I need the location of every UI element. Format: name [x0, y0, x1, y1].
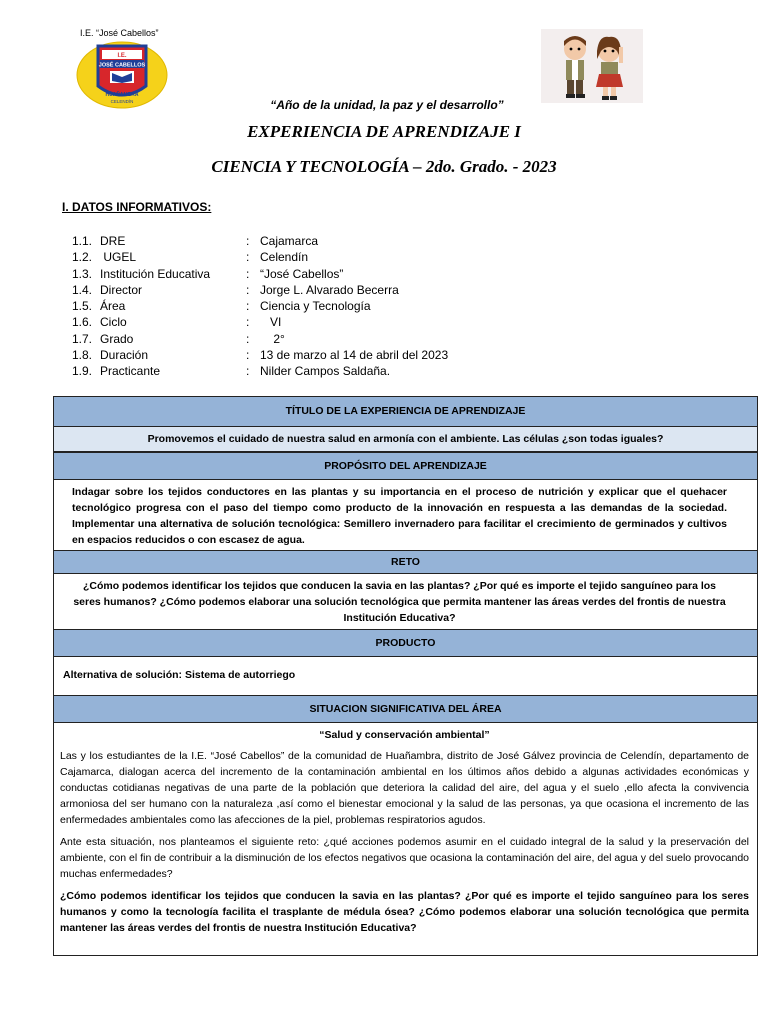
kids-illustration	[541, 29, 643, 103]
titulo-text: Promovemos el cuidado de nuestra salud en armonía con el ambiente. Las células ¿son todas iguales?	[54, 427, 757, 452]
situacion-title: “Salud y conservación ambiental”	[319, 729, 490, 741]
situacion-paragraph-2: Ante esta situación, nos planteamos el siguiente reto: ¿qué acciones podemos asumir en el cuidado integral de la salud y la preservación del ambiente, con el fin de contribuir a la disminución de los efectos negativos que ocasiona la contaminación del aire, del agua y del suelo provocando muchas enfermedades?	[60, 836, 749, 880]
titulo-header: TÍTULO DE LA EXPERIENCIA DE APRENDIZAJE	[54, 397, 757, 427]
info-row: 1.7. Grado : 2°	[72, 331, 285, 346]
producto-text: Alternativa de solución: Sistema de autorriego	[63, 669, 296, 681]
svg-text:JOSÉ CABELLOS: JOSÉ CABELLOS	[98, 62, 146, 69]
proposito-text: Indagar sobre los tejidos conductores en las plantas y su importancia en el proceso de nutrición y explicar que el quehacer tecnológico progresa con el paso del tiempo como producto de la innovación en respuesta a las demandas de la sociedad. Implementar una alternativa de solución tecnológica: Semillero invernadero para facilitar el crecimiento de germinados y cultivos en espacios reducidos o con escasez de agua.	[72, 486, 727, 546]
situacion-header: SITUACION SIGNIFICATIVA DEL ÁREA	[54, 695, 757, 723]
svg-text:HUAÑAMBRA: HUAÑAMBRA	[105, 92, 139, 98]
producto-header: PRODUCTO	[54, 629, 757, 657]
info-row: 1.9. Practicante : Nilder Campos Saldaña.	[72, 364, 391, 379]
reto-header: RETO	[54, 550, 757, 574]
document-title: EXPERIENCIA DE APRENDIZAJE I	[247, 122, 521, 141]
experience-table	[53, 396, 758, 956]
info-row: 1.1. DRE : Cajamarca	[72, 234, 319, 248]
year-motto: “Año de la unidad, la paz y el desarrollo”	[270, 98, 504, 112]
svg-text:CELENDÍN: CELENDÍN	[110, 99, 134, 104]
school-label: I.E. “José Cabellos”	[80, 28, 159, 38]
situacion-paragraph-3: ¿Cómo podemos identificar los tejidos que conducen la savia en las plantas? ¿Por qué es importe el tejido sanguíneo para los seres humanos y como la tecnología facilita el trasplante de médula ósea? ¿Cómo podemos elaborar una solución tecnológica que permita mantener las áreas verdes del frontis de nuestra Institución Educativa?	[60, 890, 749, 934]
situacion-paragraph-1: Las y los estudiantes de la I.E. “José Cabellos” de la comunidad de Huañambra, distrito de José Gálvez provincia de Celendín, departamento de Cajamarca, dialogan acerca del incremento de la contaminación ambiental en los últimos años debido a algunas actividades económicas y conductas cotidianas negativas de una parte de la población que deteriora la calidad del aire, del agua y el suelo ,ello afecta la convivencia armoniosa del ser humano con la naturaleza ,así como el bienestar emocional y la salud de las personas, ya que ocasiona el incremento de las enfermedades ambientales como las afecciones de la piel, problemas respiratorios agudos.	[60, 750, 749, 826]
svg-text:I.E.: I.E.	[117, 53, 127, 59]
info-row: 1.3. Institución Educativa : “José Cabellos”	[72, 266, 344, 281]
datos-informativos-heading: I. DATOS INFORMATIVOS:	[62, 200, 212, 214]
situacion-content	[54, 723, 757, 953]
info-row: 1.5. Área : Ciencia y Tecnología	[72, 299, 371, 314]
proposito-header: PROPÓSITO DEL APRENDIZAJE	[54, 452, 757, 480]
info-row: 1.4. Director : Jorge L. Alvarado Becerra	[72, 282, 399, 297]
document-subtitle: CIENCIA Y TECNOLOGÍA – 2do. Grado. - 2023	[211, 157, 557, 176]
datos-informativos-list	[72, 233, 448, 380]
info-row: 1.8. Duración : 13 de marzo al 14 de abril del 2023	[72, 348, 449, 363]
info-row: 1.6. Ciclo : VI	[72, 315, 282, 330]
reto-text: ¿Cómo podemos identificar los tejidos que conducen la savia en las plantas? ¿Por qué es importe el tejido sanguíneo para los seres humanos? ¿Cómo podemos elaborar una solución tecnológica que permita mantener las áreas verdes del frontis de nuestra Institución Educativa?	[73, 580, 726, 624]
info-row: 1.2. UGEL : Celendín	[72, 250, 309, 265]
